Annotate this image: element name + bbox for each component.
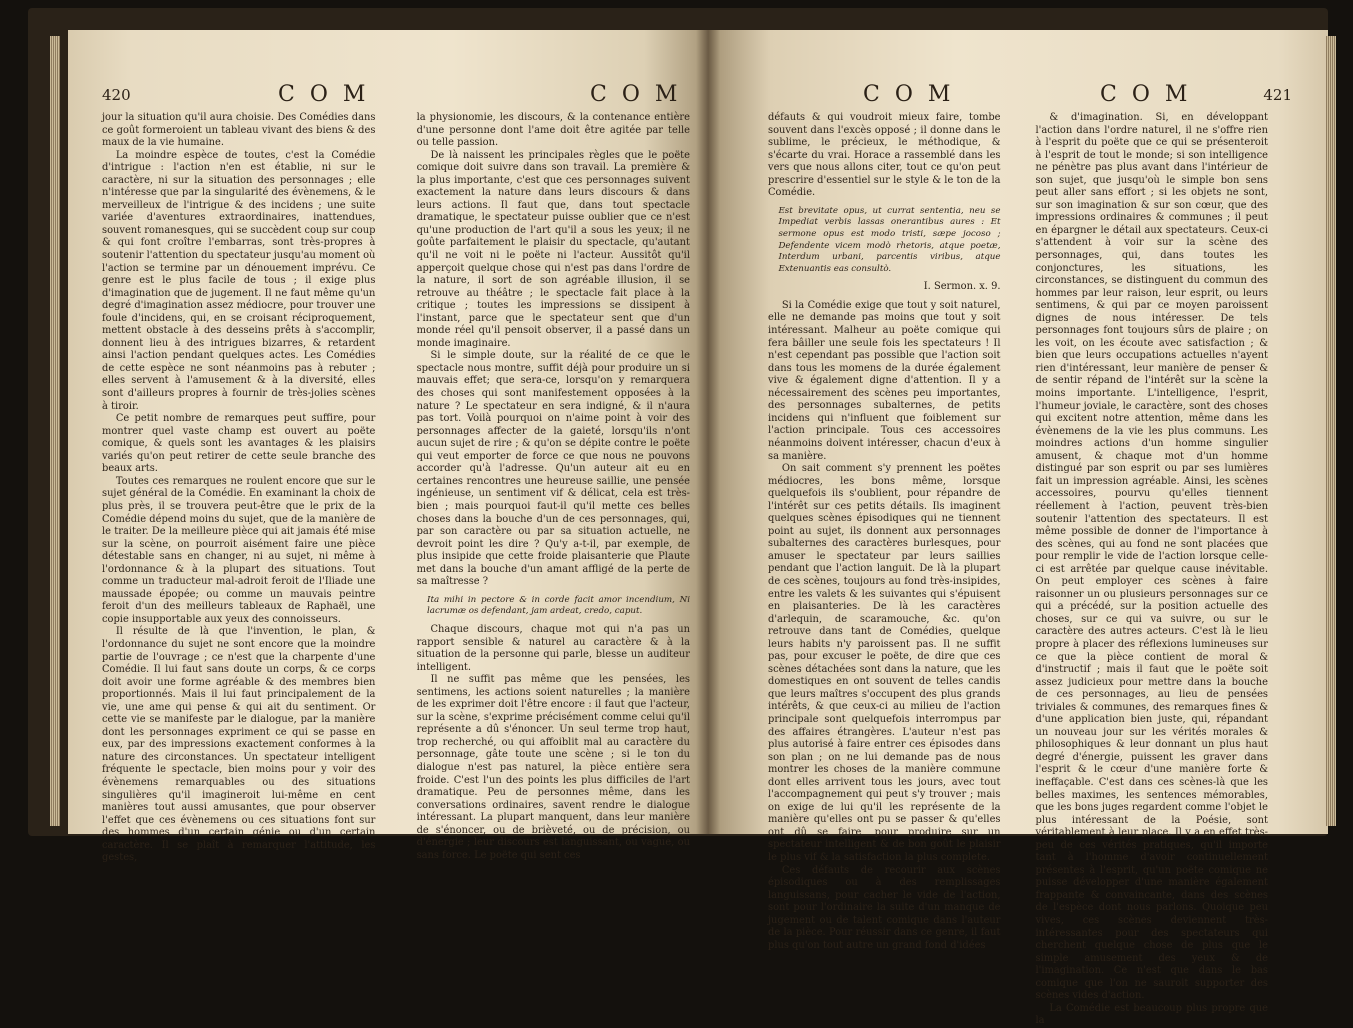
- right-page-column-2: [1036, 112, 1269, 1028]
- paragraph: Il résulte de là que l'invention, le plan, & l'ordonnance du sujet ne sont encore que la moindre partie de l'ouvrage ; ce n'est que la charpente d'une Comédie. Il lui faut sans doute un corps, & ce corps doit avoir une forme agréable & des membres bien proportionnés. Mais il lui faut principalement de la vie, une ame qui pense & qui ait du sentiment. Or cette vie se manifeste par le dialogue, par la manière dont les personnages expriment ce qui se passe en eux, par des impressions exactement conformes à la nature des circonstances. Un spectateur intelligent fréquente le spectacle, bien moins pour y voir des évènemens remarquables ou des situations singulières qu'il imagineroit lui-même en cent manières tout aussi amusantes, que pour observer l'effet que ces évènemens ou ces situations font sur des hommes d'un certain génie ou d'un certain caractère. Il se plaît à remarquer l'attitude, les gestes,: [102, 626, 376, 864]
- paragraph: & d'imagination. Si, en développant l'action dans l'ordre naturel, il ne s'offre rien à l'esprit du poëte que ce qui se présenteroit à l'esprit de tout le monde; si son intelligence ne pénètre pas plus avant dans l'intérieur de son sujet, que jusqu'où le simple bon sens peut aller sans effort ; si les objets ne sont, sur son imagination & sur son cœur, que des impressions ordinaires & communes ; il peut en épargner le détail aux spectateurs. Ceux-ci s'attendent à voir sur la scène des personnages, qui, dans toutes les conjonctures, les situations, les circonstances, se distinguent du commun des hommes par leur raison, leur esprit, ou leurs sentimens, & qui par ce moyen paroissent dignes de nous intéresser. De tels personnages font toujours sûrs de plaire ; on les voit, on les écoute avec satisfaction ; & bien que leurs occupations actuelles n'ayent rien d'intéressant, leur manière de penser & de sentir répand de l'intérêt sur la scène la moins importante. L'intelligence, l'esprit, l'humeur joviale, le caractère, sont des choses qui excitent notre attention, même dans les évènemens de la vie les plus communs. Les moindres actions d'un homme singulier amusent, & chaque mot d'un homme distingué par son esprit ou par ses lumières fait un impression agréable. Ainsi, les scènes accessoires, pourvu qu'elles tiennent réellement à l'action, peuvent très-bien soutenir l'attention des spectateurs. Il est même possible de donner de l'importance à des scènes, qui au fond ne sont placées que pour remplir le vide de l'action lorsque celle-ci est arrêtée par quelque cause inévitable. On peut employer ces scènes à faire raisonner un ou plusieurs personnages sur ce qui a précédé, sur la position actuelle des choses, sur ce qui va suivre, ou sur le caractère des autres acteurs. C'est là le lieu propre à placer des réflexions lumineuses sur ce que la pièce contient de moral & d'instructif ; mais il faut que le poëte soit assez judicieux pour mettre dans la bouche de ces personnages, au lieu de pensées triviales & communes, des remarques fines & d'une application bien juste, qui, répandant un nouveau jour sur les vérités morales & philosophiques & leur donnant un plus haut degré d'énergie, puissent les graver dans l'esprit & le cœur d'une manière forte & ineffaçable. C'est dans ces scènes-là que les belles maximes, les sentences mémorables, que les bons juges regardent comme l'objet le plus intéressant de la Poésie, sont véritablement à leur place. Il y a en effet très-peu de ces vérités pratiques, qu'il importe tant à l'homme d'avoir continuellement présentes à l'esprit, qu'un poëte comique ne puisse développer d'une manière également frappante & convaincante, dans des scènes de l'espèce dont nous parlons. Quoique peu vives, ces scènes deviennent très-intéressantes pour des spectateurs qui cherchent quelque chose de plus que le simple amusement des yeux & de l'imagination. Ce n'est que dans le bas comique que l'on ne sauroit supporter des scènes vides d'action.: [1035, 112, 1268, 1002]
- right-page-column-1: [768, 112, 1001, 1028]
- paragraph: Ces défauts de recourir aux scènes épisodiques ou à des remplissages languissans, pour cacher le vide de l'action, sont pour l'ordinaire la suite d'un manque de jugement ou de talent comique dans l'auteur de la pièce. Pour réussir dans ce genre, il faut plus qu'on tout autre un grand fond d'idées: [768, 864, 1001, 951]
- left-running-head-2: C O M: [590, 82, 682, 107]
- paragraph: jour la situation qu'il aura choisie. Des Comédies dans ce goût formeroient un tableau vivant des biens & des maux de la vie humaine.: [102, 112, 376, 149]
- left-page: [68, 30, 708, 864]
- book-gutter: [696, 30, 720, 834]
- right-page-header: [768, 76, 1292, 107]
- quotation-citation: I. Sermon. x. 9.: [923, 281, 1001, 293]
- paragraph: Il ne suffit pas même que les pensées, les sentimens, les actions soient naturelles ; la manière de les exprimer doit l'être encore : il faut que l'acteur, sur la scène, s'exprime précisément comme celui qu'il représente a dû s'énoncer. Un seul terme trop haut, trop recherché, ou qui affoiblit mal au caractère du personnage, gâte toute une scène ; si le ton du dialogue n'est pas naturel, la pièce entière sera froide. C'est l'un des points les plus difficiles de l'art dramatique. Peu de personnes même, dans les conversations ordinaires, savent rendre le dialogue intéressant. La plupart manquent, dans leur manière de s'énoncer, ou de brièveté, ou de précision, ou d'énergie ; leur discours est languissant, ou vague, ou sans force. Le poëte qui sent ces: [416, 674, 690, 861]
- left-page-edges: [50, 36, 60, 826]
- paragraph: On sait comment s'y prennent les poëtes médiocres, les bons même, lorsque quelquefois ils s'oublient, pour répandre de l'intérêt sur ces petits détails. Ils imaginent quelques scènes épisodiques qui ne tiennent point au sujet, ils donnent aux personnages subalternes des caractères burlesques, pour amuser le spectateur par leurs saillies pendant que l'action languit. De là la plupart de ces scènes, toujours au fond très-insipides, entre les valets & les suivantes qui s'épuisent en plaisanteries. De là les caractères d'arlequin, de scaramouche, &c. qu'on retrouve dans tant de Comédies, quelque leurs habits n'y paroissent pas. Il ne suffit pas, pour excuser le poëte, de dire que ces scènes détachées sont dans la nature, que les domestiques en ont souvent de telles candis que leurs maîtres s'occupent des plus grands intérêts, & que ceux-ci au milieu de l'action principale sont quelquefois interrompus par des affaires étrangères. L'auteur n'est pas plus autorisé à faire entrer ces épisodes dans son plan ; on ne lui demande pas de nous montrer les choses de la manière commune dont elles arrivent tous les jours, avec tout l'accompagnement qui peut s'y trouver ; mais on exige de lui qu'il les représente de la manière qu'elles ont pu se passer & qu'elles ont dû se faire, pour produire sur un spectateur intelligent & de bon goût le plaisir le plus vif & la satisfaction la plus complete.: [768, 463, 1001, 863]
- right-page-columns: [768, 112, 1268, 1028]
- paragraph: défauts & qui voudroit mieux faire, tombe souvent dans l'excès opposé ; il donne dans le sublime, le précieux, le méthodique, & s'écarte du vrai. Horace a rassemblé dans les vers que nous allons citer, tout ce qu'on peut prescrire d'essentiel sur le style & le ton de la Comédie.: [768, 112, 1001, 199]
- left-page-column-1: [102, 112, 375, 865]
- right-running-head-2: C O M: [1100, 82, 1192, 107]
- paragraph: Ce petit nombre de remarques peut suffire, pour montrer quel vaste champ est ouvert au poëte comique, & quels sont les avantages & les plaisirs variés qu'on peut retirer de cette seule branche des beaux arts.: [102, 413, 376, 475]
- left-page-column-2: [417, 112, 690, 865]
- paragraph: la physionomie, les discours, & la contenance entière d'une personne dont l'ame doit être agitée par telle ou telle passion.: [416, 112, 690, 149]
- latin-quotation: Ita mihi in pectore & in corde facit amor incendium, Ni lacrumæ os defendant, jam ardeat, credo, caput.: [427, 594, 690, 617]
- left-page-number: 420: [102, 86, 131, 104]
- latin-quotation: Est brevitate opus, ut currat sententia, neu se Impediat verbis lassas onerantibus aures : Et sermone opus est modo tristi, sæpe jocoso ; Defendente vicem modò rhetoris, atque poetæ, Interdum urbani, parcentis viribus, atque Extenuantis eas consultò.: [778, 205, 1001, 274]
- open-book: [28, 8, 1328, 1027]
- paragraph: De là naissent les principales règles que le poëte comique doit suivre dans son travail. La première & la plus importante, c'est que ces personnages suivent exactement la nature dans leurs discours & dans leurs actions. Il faut que, dans tout spectacle dramatique, le spectateur puisse oublier que ce n'est qu'une production de l'art qu'il a sous les yeux; il ne goûte parfaitement le plaisir du spectacle, qu'autant qu'il ne voit ni le poëte ni l'acteur. Aussitôt qu'il apperçoit quelque chose qui n'est pas dans l'ordre de la nature, il sort de son agréable illusion, il se retrouve au théâtre ; le spectacle fait place à la critique ; toutes les impressions se dissipent à l'instant, parce que le spectateur sent que d'un monde réel qu'il pensoit observer, il a passé dans un monde imaginaire.: [416, 149, 690, 349]
- right-page-number: 421: [1263, 86, 1292, 104]
- paragraph: Chaque discours, chaque mot qui n'a pas un rapport sensible & naturel au caractère & à la situation de la personne qui parle, blesse un auditeur intelligent.: [416, 623, 690, 673]
- paragraph: La moindre espèce de toutes, c'est la Comédie d'intrigue : l'action n'en est établie, ni sur le caractère, ni sur la situation des personnages ; elle n'intéresse que par la singularité des évènemens, & le merveilleux de l'intrigue & des incidens ; une suite variée d'aventures extraordinaires, inattendues, souvent romanesques, qui se succèdent coup sur coup & qui font croître l'embarras, sont très-propres à soutenir l'attention du spectateur jusqu'au moment où l'action se termine par un dénouement imprévu. Ce genre est le plus facile de tous ; il exige plus d'imagination que de jugement. Il ne faut même qu'un degré d'imagination assez médiocre, pour trouver une foule d'incidens, qui, en se croisant réciproquement, mettent obstacle à des desseins prêts à s'accomplir, donnent lieu à des intrigues bizarres, & retardent ainsi l'action pendant quelques actes. Les Comédies de cette espèce ne sont néanmoins pas à rebuter ; elles servent à l'amusement & à la diversité, elles sont d'ailleurs propres à fournir de très-jolies scènes à tiroir.: [102, 149, 376, 412]
- right-page-edges: [1326, 36, 1336, 826]
- left-page-columns: [102, 112, 690, 865]
- right-running-head-1: C O M: [863, 82, 955, 107]
- left-page-header: [102, 76, 690, 107]
- paragraph: La Comédie est beaucoup plus propre que la: [1035, 1002, 1268, 1027]
- right-page: [708, 30, 1328, 1027]
- paragraph: Toutes ces remarques ne roulent encore que sur le sujet général de la Comédie. En examinant la choix de plus près, il se trouvera peut-être que le prix de la Comédie dépend moins du sujet, que de la manière de le traiter. De la meilleure pièce qui ait jamais été mise sur la scène, on pourroit aisément faire une pièce détestable sans en changer, ni au sujet, ni même à l'ordonnance & à la plupart des situations. Tout comme un traducteur mal-adroit feroit de l'Iliade une maussade épopée; ou comme un mauvais peintre feroit d'un des meilleurs tableaux de Raphaël, une copie insupportable aux yeux des connoisseurs.: [102, 475, 376, 625]
- paragraph: Si la Comédie exige que tout y soit naturel, elle ne demande pas moins que tout y soit intéressant. Malheur au poëte comique qui fera bâiller une seule fois les spectateurs ! Il n'est cependant pas possible que l'action soit dans tous les momens de la durée également vive & également digne d'attention. Il y a nécessairement des scènes peu importantes, des personnages subalternes, de petits incidens qui n'influent que foiblement sur l'action principale. Tous ces accessoires néanmoins doivent intéresser, chacun d'eux à sa manière.: [768, 299, 1001, 462]
- paragraph: Si le simple doute, sur la réalité de ce que le spectacle nous montre, suffit déjà pour produire un si mauvais effet; que sera-ce, lorsqu'on y remarquera des choses qui sont manifestement opposées à la nature ? Le spectateur en sera indigné, & il n'aura pas tort. Voilà pourquoi on n'aime point à voir des personnages affecter de la gaieté, lorsqu'ils n'ont aucun sujet de rire ; & qu'on se dépite contre le poëte qui veut emporter de force ce que nous ne pouvons accorder qu'à l'adresse. Qu'un auteur ait eu en certaines rencontres une heureuse saillie, une pensée ingénieuse, un sentiment vif & délicat, cela est très-bien ; mais pourquoi faut-il qu'il mette ces belles choses dans la bouche d'un de ces personnages, qui, par son caractère ou par sa situation actuelle, ne devroit point les dire ? Qu'y a-t-il, par exemple, de plus insipide que cette froide plaisanterie que Plaute met dans la bouche d'un amant affligé de la perte de sa maîtresse ?: [416, 350, 690, 588]
- left-running-head-1: C O M: [278, 82, 370, 107]
